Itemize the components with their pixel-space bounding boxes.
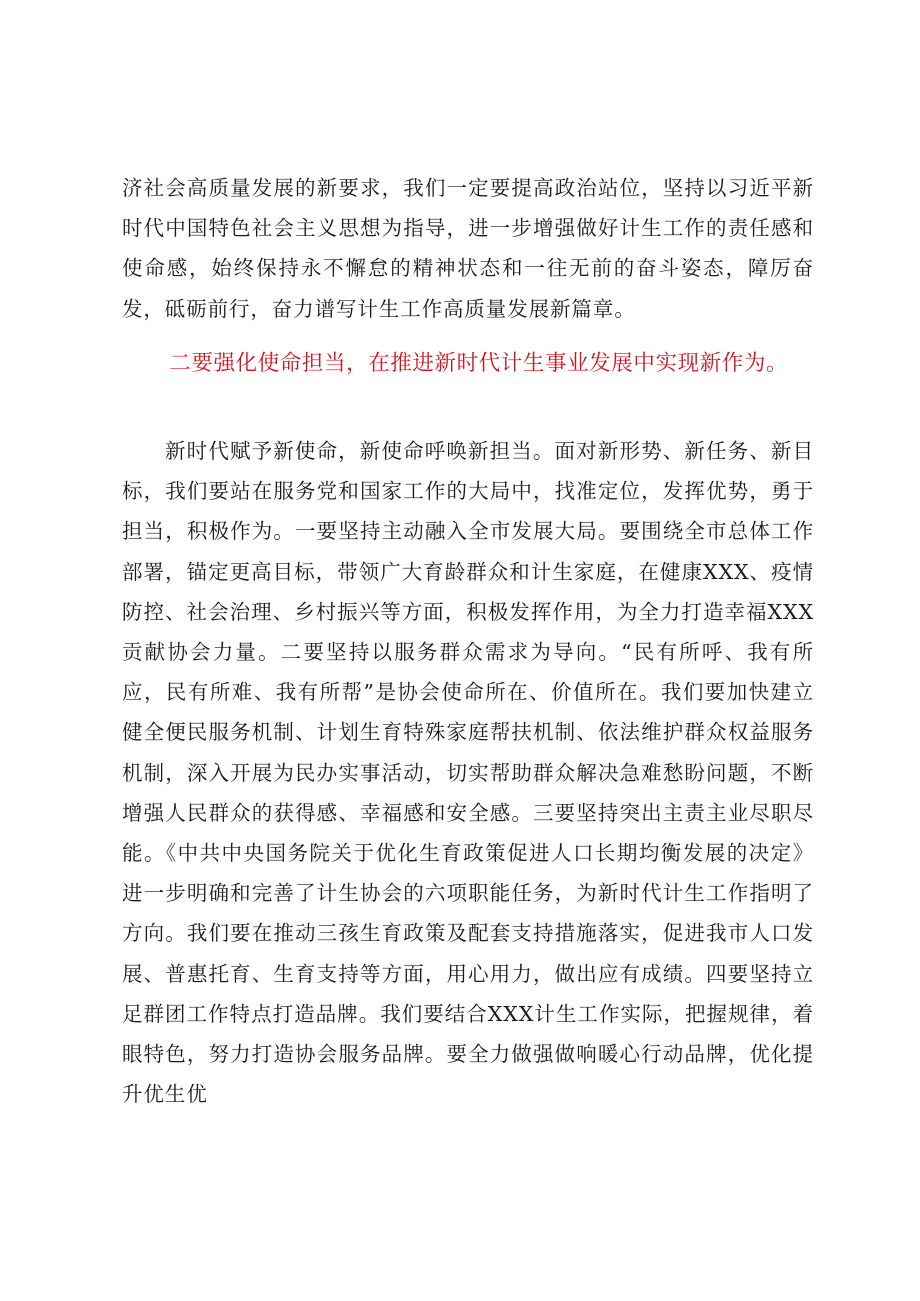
document-paragraph-body	[122, 431, 814, 1114]
paragraph-text: 济社会高质量发展的新要求，我们一定要提高政治站位，坚持以习近平新时代中国特色社会主义思想为指导，进一步增强做好计生工作的责任感和使命感，始终保持永不懈怠的精神状态和一往无前的奋斗姿态，障厉奋发，砥砺前行，奋力谱写计生工作高质量发展新篇章。	[122, 176, 814, 321]
document-section-heading	[122, 344, 814, 383]
section-heading-text: 二要强化使命担当，在推进新时代计生事业发展中实现新作为。	[169, 351, 789, 376]
document-paragraph-continued	[122, 168, 814, 329]
paragraph-text: 新时代赋予新使命，新使命呼唤新担当。面对新形势、新任务、新目标，我们要站在服务党和国家工作的大局中，找准定位，发挥优势，勇于担当，积极作为。一要坚持主动融入全市发展大局。要围绕全市总体工作部署，锚定更高目标，带领广大育龄群众和计生家庭，在健康XXX、疫情防控、社会治理、乡村振兴等方面，积极发挥作用，为全力打造幸福XXX贡献协会力量。二要坚持以服务群众需求为导向。“民有所呼、我有所应，民有所难、我有所帮”是协会使命所在、价值所在。我们要加快建立健全便民服务机制、计划生育特殊家庭帮扶机制、依法维护群众权益服务机制，深入开展为民办实事活动，切实帮助群众解决急难愁盼问题，不断增强人民群众的获得感、幸福感和安全感。三要坚持突出主责主业尽职尽能。《中共中央国务院关于优化生育政策促进人口长期均衡发展的决定》进一步明确和完善了计生协会的六项职能任务，为新时代计生工作指明了方向。我们要在推动三孩生育政策及配套支持措施落实，促进我市人口发展、普惠托育、生育支持等方面，用心用力，做出应有成绩。四要坚持立足群团工作特点打造品牌。我们要结合XXX计生工作实际，把握规律，着眼特色，努力打造协会服务品牌。要全力做强做响暖心行动品牌，优化提升优生优	[122, 439, 814, 1107]
